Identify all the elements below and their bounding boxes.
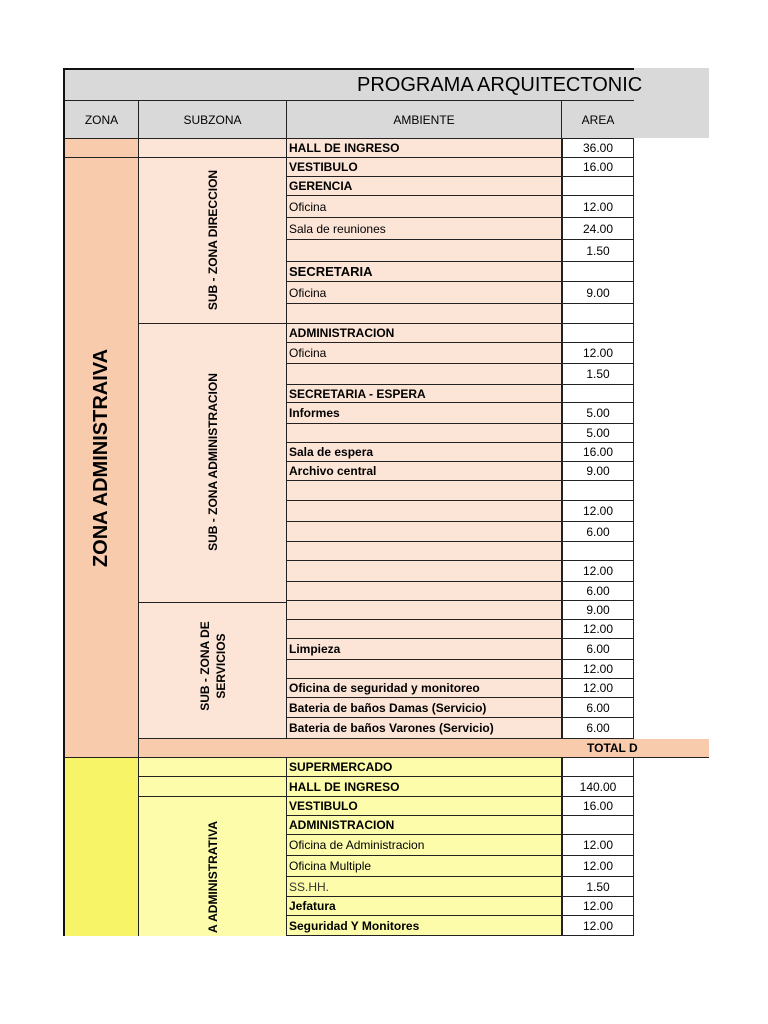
ambiente-cell: Oficina Multiple (287, 856, 562, 877)
ambiente-cell: VESTIBULO (287, 158, 562, 177)
area-cell (562, 816, 634, 835)
area-cell: 12.00 (562, 660, 634, 679)
subzone-super-admin-label: A ADMINISTRATIVA (206, 821, 220, 933)
ambiente-cell (287, 660, 562, 679)
zone-admin-label: ZONA ADMINISTRAIVA (90, 348, 112, 568)
ambiente-cell: Oficina de Administracion (287, 835, 562, 856)
ambiente-cell: Seguridad Y Monitores (287, 916, 562, 936)
area-cell: 9.00 (562, 462, 634, 481)
ambiente-cell: Oficina (287, 282, 562, 304)
subzone-super-r2 (139, 777, 287, 797)
ambiente-cell: Oficina (287, 343, 562, 364)
header-overflow (634, 68, 709, 138)
ambiente-cell: GERENCIA (287, 177, 562, 196)
ambiente-cell (287, 240, 562, 262)
area-cell (562, 262, 634, 282)
ambiente-cell (287, 304, 562, 324)
ambiente-cell: SS.HH. (287, 877, 562, 897)
ambiente-cell: HALL DE INGRESO (287, 777, 562, 797)
ambiente-cell: Bateria de baños Damas (Servicio) (287, 698, 562, 718)
ambiente-cell: SECRETARIA - ESPERA (287, 385, 562, 403)
area-cell: 12.00 (562, 501, 634, 522)
area-cell: 9.00 (562, 282, 634, 304)
area-cell: 12.00 (562, 620, 634, 639)
area-cell: 12.00 (562, 856, 634, 877)
area-cell: 6.00 (562, 582, 634, 601)
ambiente-cell (287, 501, 562, 522)
area-cell: 9.00 (562, 601, 634, 620)
zone-admin-top (63, 139, 139, 158)
ambiente-cell: ADMINISTRACION (287, 816, 562, 835)
area-cell: 12.00 (562, 897, 634, 916)
area-cell (562, 324, 634, 343)
ambiente-cell: HALL DE INGRESO (287, 139, 562, 158)
subzone-direccion-label: SUB - ZONA DIRECCION (206, 169, 220, 311)
ambiente-cell (287, 522, 562, 542)
area-cell: 16.00 (562, 158, 634, 177)
area-cell (562, 481, 634, 501)
area-cell: 12.00 (562, 835, 634, 856)
header-zona: ZONA (63, 100, 139, 139)
area-cell (562, 758, 634, 777)
zone-super-cell (63, 758, 139, 936)
subzone-servicios-line1: SUB - ZONA DE (198, 621, 212, 711)
ambiente-cell: Sala de espera (287, 443, 562, 462)
ambiente-cell (287, 601, 562, 620)
area-cell: 16.00 (562, 797, 634, 816)
subzone-servicios-line2: SERVICIOS (214, 633, 228, 699)
area-cell: 12.00 (562, 196, 634, 218)
area-cell: 6.00 (562, 698, 634, 718)
ambiente-cell: Limpieza (287, 639, 562, 660)
area-cell: 16.00 (562, 443, 634, 462)
area-cell: 1.50 (562, 364, 634, 385)
area-cell: 24.00 (562, 218, 634, 240)
page-title: PROGRAMA ARQUITECTONIC (357, 74, 643, 96)
header-area: AREA (562, 100, 634, 139)
subzone-super-r1 (139, 758, 287, 777)
area-cell: 6.00 (562, 522, 634, 542)
area-cell: 12.00 (562, 343, 634, 364)
subzone-administracion-label: SUB - ZONA ADMINISTRACION (206, 373, 220, 551)
ambiente-cell: Oficina (287, 196, 562, 218)
area-cell: 6.00 (562, 718, 634, 739)
ambiente-cell: Sala de reuniones (287, 218, 562, 240)
subzone-admin-top (139, 139, 287, 158)
area-cell (562, 177, 634, 196)
area-cell (562, 304, 634, 324)
ambiente-cell (287, 424, 562, 443)
ambiente-cell: SUPERMERCADO (287, 758, 562, 777)
ambiente-cell: Archivo central (287, 462, 562, 481)
ambiente-cell: Bateria de baños Varones (Servicio) (287, 718, 562, 739)
ambiente-cell (287, 542, 562, 561)
area-cell: 5.00 (562, 403, 634, 424)
area-cell: 1.50 (562, 240, 634, 262)
ambiente-cell: ADMINISTRACION (287, 324, 562, 343)
total-label: TOTAL D (587, 741, 638, 755)
area-cell: 6.00 (562, 639, 634, 660)
header-ambiente: AMBIENTE (287, 100, 562, 139)
header-subzona: SUBZONA (139, 100, 287, 139)
area-cell: 1.50 (562, 877, 634, 897)
ambiente-cell (287, 620, 562, 639)
subzone-servicios-label (197, 606, 229, 726)
ambiente-cell (287, 364, 562, 385)
ambiente-cell: VESTIBULO (287, 797, 562, 816)
ambiente-cell (287, 582, 562, 601)
ambiente-cell (287, 481, 562, 501)
area-cell (562, 385, 634, 403)
area-cell: 36.00 (562, 139, 634, 158)
ambiente-cell: Informes (287, 403, 562, 424)
ambiente-cell (287, 561, 562, 582)
ambiente-cell: Jefatura (287, 897, 562, 916)
ambiente-cell: Oficina de seguridad y monitoreo (287, 679, 562, 698)
area-cell: 12.00 (562, 679, 634, 698)
area-cell: 5.00 (562, 424, 634, 443)
area-cell: 140.00 (562, 777, 634, 797)
ambiente-cell: SECRETARIA (287, 262, 562, 282)
area-cell (562, 542, 634, 561)
area-cell: 12.00 (562, 916, 634, 936)
area-cell: 12.00 (562, 561, 634, 582)
